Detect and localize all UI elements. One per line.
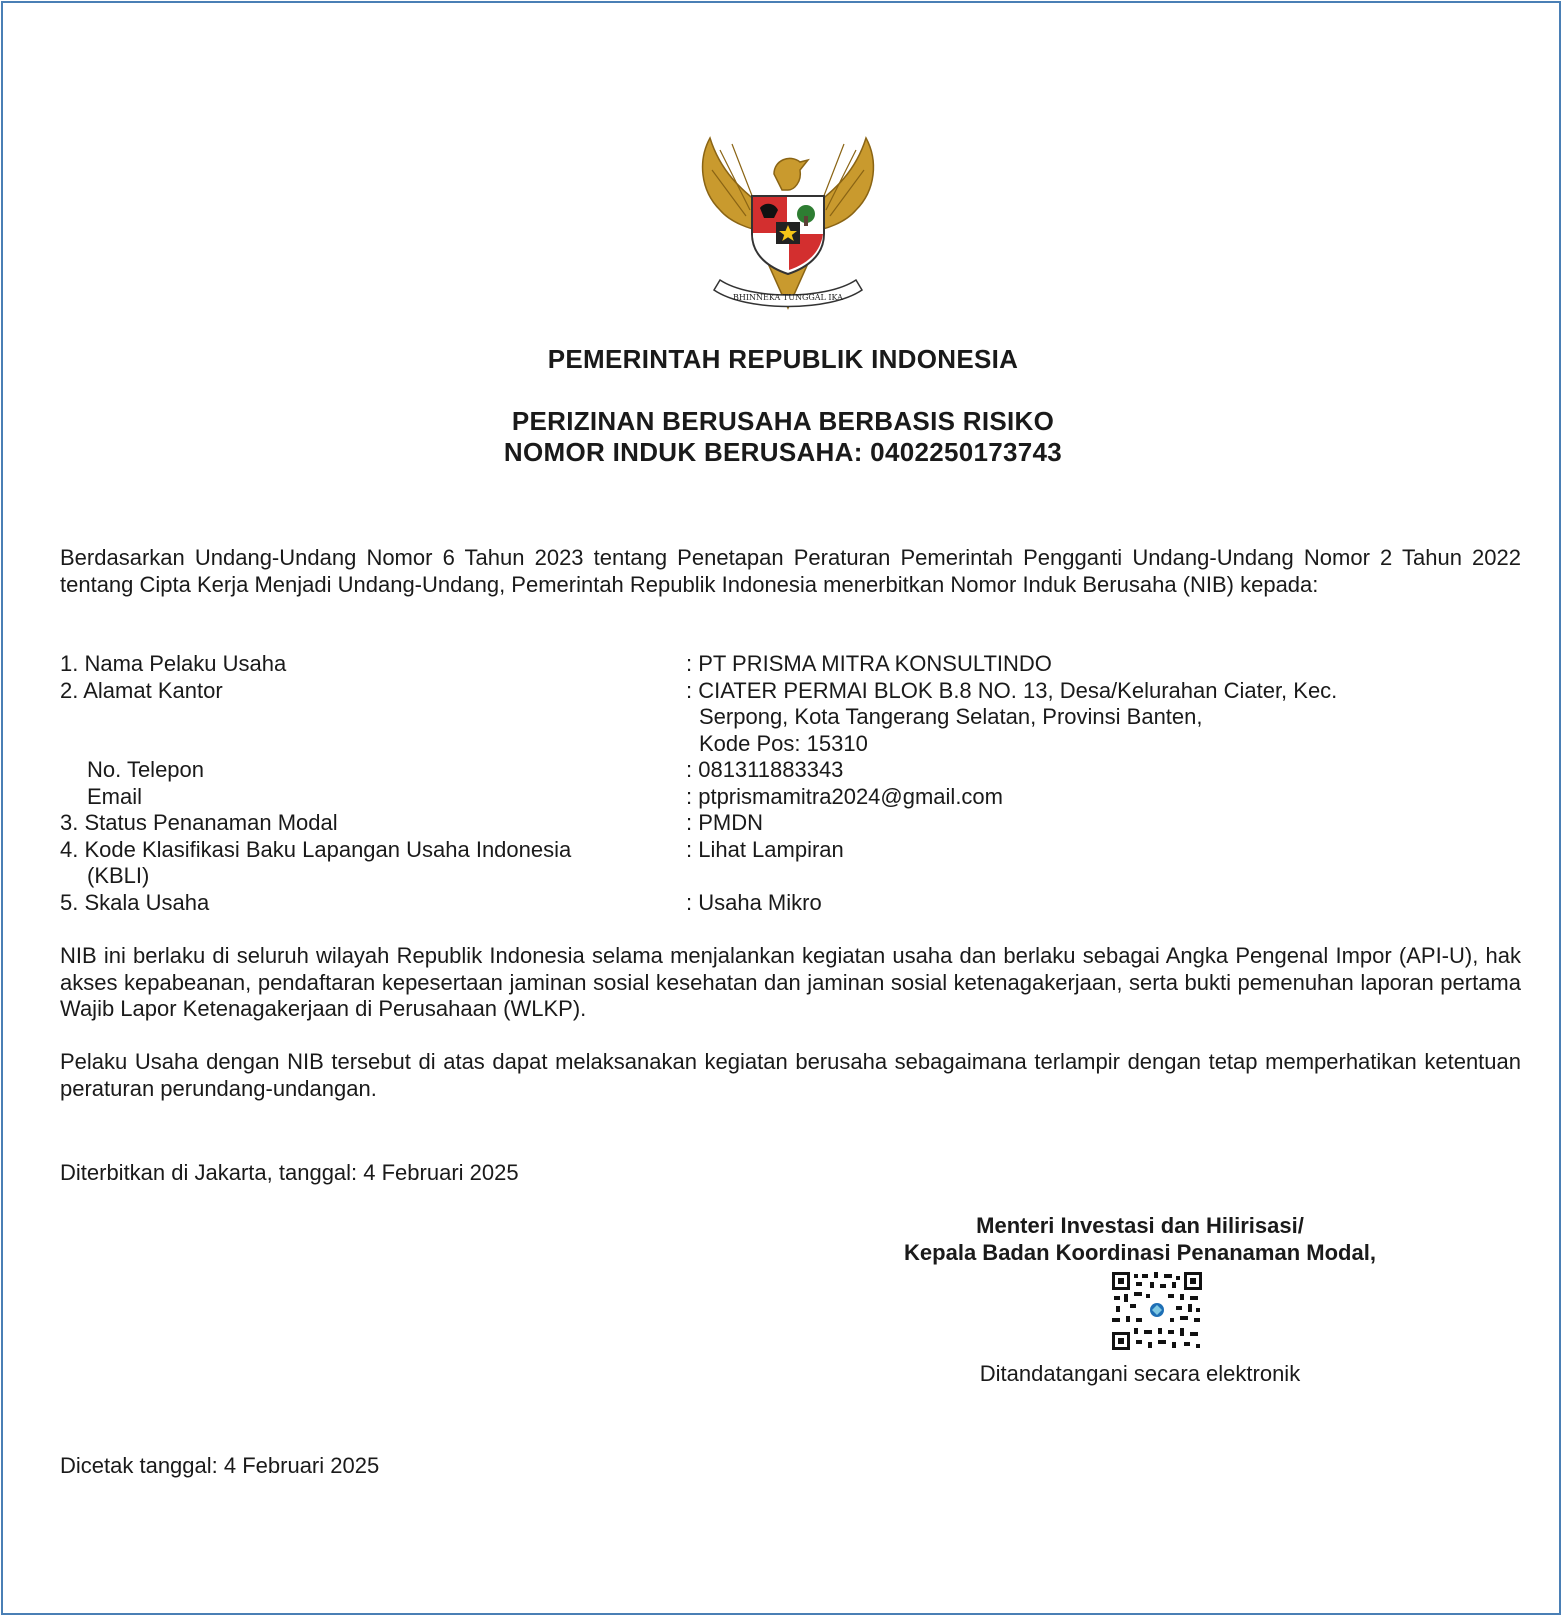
alamat-label: 2. Alamat Kantor: [60, 678, 223, 703]
kbli-value: : Lihat Lampiran: [686, 837, 844, 862]
kbli-label: 4. Kode Klasifikasi Baku Lapangan Usaha Indonesia: [60, 837, 572, 862]
email-label: Email: [87, 784, 143, 809]
nama-label: 1. Nama Pelaku Usaha: [60, 651, 287, 676]
emblem-motto: BHINNEKA TUNGGAL IKA: [733, 293, 843, 302]
alamat-value-2: Serpong, Kota Tangerang Selatan, Provinsi Banten,: [699, 704, 1203, 729]
garuda-emblem-icon: [690, 130, 886, 320]
qr-code-icon: [1110, 1270, 1204, 1352]
skala-label: 5. Skala Usaha: [60, 890, 210, 915]
nib-number: NOMOR INDUK BERUSAHA: 0402250173743: [503, 437, 1063, 467]
status-value: : PMDN: [686, 810, 763, 835]
signatory-title-1: Menteri Investasi dan Hilirisasi/: [976, 1213, 1304, 1238]
signatory-title-2: Kepala Badan Koordinasi Penanaman Modal,: [904, 1240, 1376, 1265]
signed-electronically: Ditandatangani secara elektronik: [979, 1361, 1301, 1386]
government-title: PEMERINTAH REPUBLIK INDONESIA: [547, 344, 1019, 374]
kbli-label-2: (KBLI): [87, 863, 150, 888]
telepon-label: No. Telepon: [87, 757, 205, 782]
printed-date: Dicetak tanggal: 4 Februari 2025: [60, 1453, 380, 1478]
alamat-value-1: : CIATER PERMAI BLOK B.8 NO. 13, Desa/Kelurahan Ciater, Kec.: [686, 678, 1338, 703]
pelaku-paragraph: Pelaku Usaha dengan NIB tersebut di atas dapat melaksanakan kegiatan berusaha sebagaimana terlampir dengan tetap memperhatikan ketentuan peraturan perundang-undangan.: [60, 1049, 1521, 1101]
skala-value: : Usaha Mikro: [686, 890, 822, 915]
telepon-value: : 081311883343: [686, 757, 844, 782]
nama-value: : PT PRISMA MITRA KONSULTINDO: [686, 651, 1052, 676]
issued-date: Diterbitkan di Jakarta, tanggal: 4 Februari 2025: [60, 1160, 519, 1185]
status-label: 3. Status Penanaman Modal: [60, 810, 338, 835]
document-title: PERIZINAN BERUSAHA BERBASIS RISIKO: [511, 406, 1055, 436]
nib-paragraph: NIB ini berlaku di seluruh wilayah Republik Indonesia selama menjalankan kegiatan usaha dan berlaku sebagai Angka Pengenal Impor (API-U), hak akses kepabeanan, pendaftaran kepesertaan jaminan sosial kesehatan dan jaminan sosial ketenagakerjaan, serta bukti pemenuhan laporan pertama Wajib Lapor Ketenagakerjaan di Perusahaan (WLKP).: [60, 943, 1521, 1021]
intro-paragraph: Berdasarkan Undang-Undang Nomor 6 Tahun 2023 tentang Penetapan Peraturan Pemerintah Pengganti Undang-Undang Nomor 2 Tahun 2022 tentang Cipta Kerja Menjadi Undang-Undang, Pemerintah Republik Indonesia menerbitkan Nomor Induk Berusaha (NIB) kepada:: [60, 545, 1521, 597]
email-value: : ptprismamitra2024@gmail.com: [686, 784, 1003, 809]
alamat-value-3: Kode Pos: 15310: [699, 731, 868, 756]
